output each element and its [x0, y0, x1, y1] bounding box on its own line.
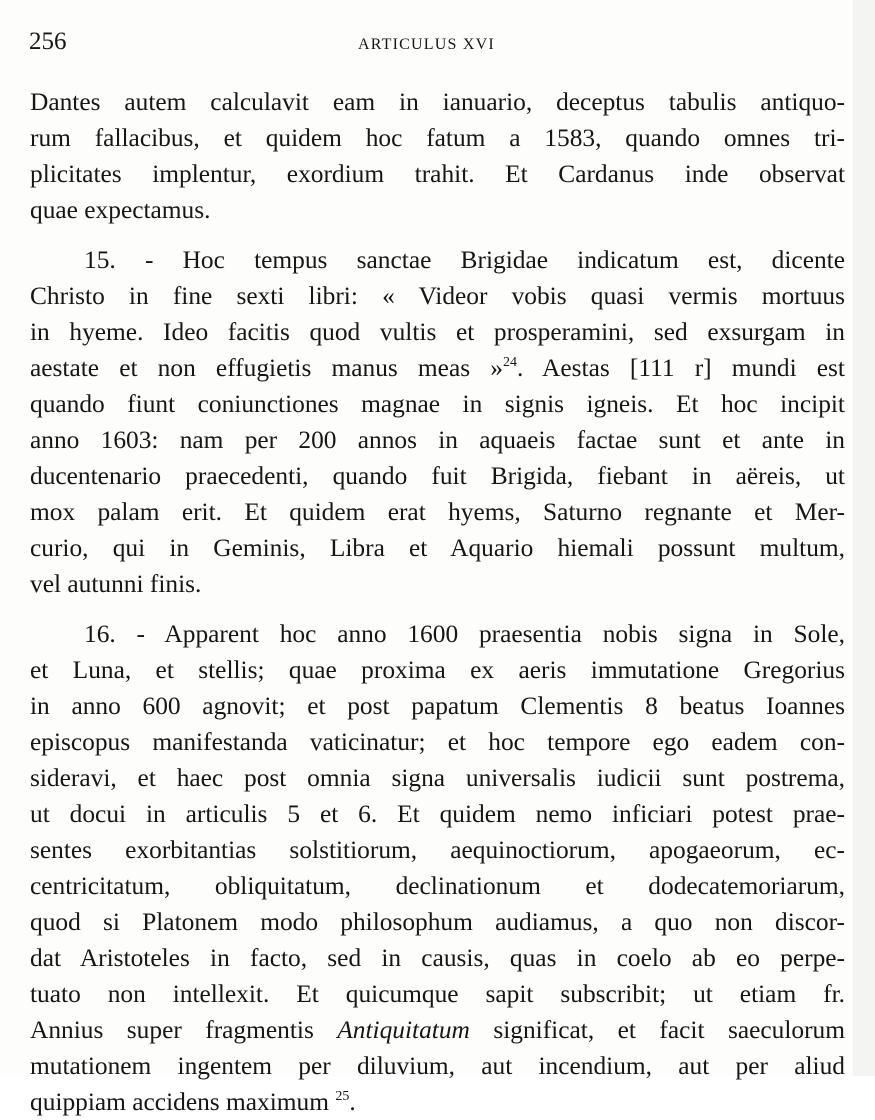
line-text: .: [349, 1088, 356, 1116]
paragraph-16: [30, 616, 845, 1120]
text-line: et Luna, et stellis; quae proxima ex aeris immutatione Gregorius: [30, 656, 845, 684]
text-line: plicitates implentur, exordium trahit. Et Cardanus inde observat: [30, 160, 845, 188]
text-line: sentes exorbitantias solstitiorum, aequinoctiorum, apogaeorum, ec-: [30, 836, 845, 864]
text-line: Dantes autem calculavit eam in ianuario, deceptus tabulis antiquo-: [30, 88, 845, 116]
italic-title: Antiquitatum: [337, 1016, 470, 1044]
paragraph-spacing: [30, 602, 845, 616]
line-text: . Aestas [111 r] mundi est: [516, 354, 845, 382]
text-line: dat Aristoteles in facto, sed in causis, quas in coelo ab eo perpe-: [30, 944, 845, 972]
page-edge: [853, 0, 875, 1076]
text-line: ut docui in articulis 5 et 6. Et quidem nemo inficiari potest prae-: [30, 800, 845, 828]
footnote-marker: 24: [502, 355, 517, 370]
paragraph-spacing: [30, 228, 845, 242]
page-number: 256: [29, 28, 67, 55]
footnote-marker: 25: [335, 1089, 350, 1104]
text-line: [30, 1084, 845, 1120]
text-line: mutationem ingentem per diluvium, aut incendium, aut per aliud: [30, 1052, 845, 1080]
paragraph: [30, 84, 845, 228]
text-line: quando fiunt coniunctiones magnae in signis igneis. Et hoc incipit: [30, 390, 845, 418]
text-line: curio, qui in Geminis, Libra et Aquario hiemali possunt multum,: [30, 534, 845, 562]
line-text: Annius super fragmentis: [30, 1016, 314, 1044]
text-line: episcopus manifestanda vaticinatur; et hoc tempore ego eadem con-: [30, 728, 845, 756]
body-text: [30, 84, 845, 1120]
text-line: tuato non intellexit. Et quicumque sapit subscribit; ut etiam fr.: [30, 980, 845, 1008]
running-title: ARTICULUS XVI: [358, 36, 495, 53]
text-line: in hyeme. Ideo facitis quod vultis et prosperamini, sed exsurgam in: [30, 318, 845, 346]
line-text: aestate et non effugietis manus meas »: [30, 354, 503, 382]
text-line: quod si Platonem modo philosophum audiamus, a quo non discor-: [30, 908, 845, 936]
text-line: [30, 1012, 845, 1048]
line-text: quippiam accidens maximum: [30, 1088, 329, 1116]
text-line: 16. - Apparent hoc anno 1600 praesentia nobis signa in Sole,: [84, 620, 845, 648]
text-line: Christo in fine sexti libri: « Videor vobis quasi vermis mortuus: [30, 282, 845, 310]
text-line: 15. - Hoc tempus sanctae Brigidae indicatum est, dicente: [84, 246, 845, 274]
text-line: in anno 600 agnovit; et post papatum Clementis 8 beatus Ioannes: [30, 692, 845, 720]
text-line: [30, 350, 845, 386]
text-line: centricitatum, obliquitatum, declinationum et dodecatemoriarum,: [30, 872, 845, 900]
text-line: quae expectamus.: [30, 196, 211, 224]
text-line: anno 1603: nam per 200 annos in aquaeis factae sunt et ante in: [30, 426, 845, 454]
text-line: rum fallacibus, et quidem hoc fatum a 1583, quando omnes tri-: [30, 124, 845, 152]
text-line: vel autunni finis.: [30, 570, 202, 598]
text-line: mox palam erit. Et quidem erat hyems, Saturno regnante et Mer-: [30, 498, 845, 526]
paragraph-15: [30, 242, 845, 602]
text-line: sideravi, et haec post omnia signa universalis iudicii sunt postrema,: [30, 764, 845, 792]
text-line: ducentenario praecedenti, quando fuit Brigida, fiebant in aëreis, ut: [30, 462, 845, 490]
line-text: significat, et facit saeculorum: [493, 1016, 845, 1044]
